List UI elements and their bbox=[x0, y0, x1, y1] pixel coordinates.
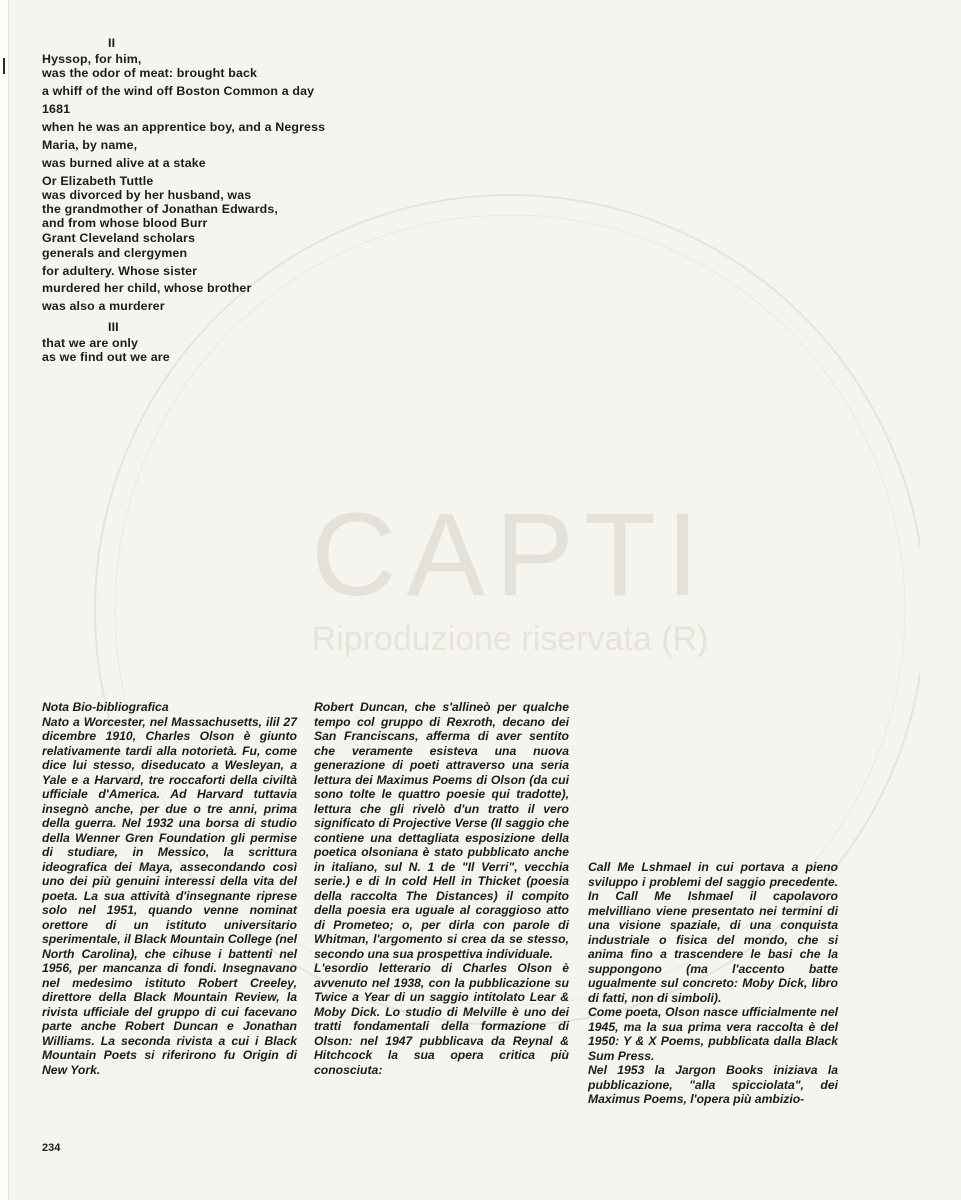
poem-line: was burned alive at a stake bbox=[42, 156, 206, 170]
note-paragraph: Nato a Worcester, nel Massachusetts, ilil 27 dicembre 1910, Charles Olson è giunto relativamente tardi alla notorietà. Fu, come dice lui stesso, diseducato a Wesleyan, a Yale e a Harvard, tre roccaforti della civiltà ufficiale d'America. Ad Harvard tuttavia insegnò anche, per due o tre anni, prima della guerra. Nel 1932 una borsa di studio della Wenner Gren Foundation gli permise di studiare, in Messico, la scrittura ideografica dei Maya, assecondando così uno dei più genuini interessi della vita del poeta. La sua attività d'insegnante riprese solo nel 1951, quando venne nominat orettore di un istituto universitario sperimentale, il Black Mountain College (nel North Carolina), che cihuse i battenti nel 1956, per mancanza di fondi. Insegnavano nel medesimo istituto Robert Creeley, direttore della Black Mountain Review, la rivista ufficiale del gruppo di cui facevano parte anche Robert Duncan e Jonathan Williams. La seconda rivista a cui i Black Mountain Poets si riferirono fu Origin di New York. bbox=[42, 714, 297, 1077]
note-column-3 bbox=[588, 860, 838, 1107]
note-paragraph: Robert Duncan, che s'allineò per qualche tempo col gruppo di Rexroth, decano dei San Franciscans, afferma di aver sentito che veramente esisteva una nuova generazione di poeti attraverso una seria lettura dei Maximus Poems di Olson (da cui sono tolte le quattro poesie qui tradotte), lettura che gli rivelò d'un tratto il vero significato di Projective Verse (Il saggio che contiene una dettagliata esposizione della poetica olsoniana è stato pubblicato anche in italiano, sul N. 1 de "Il Verri", vecchia serie.) e di In cold Hell in Thicket (poesia della raccolta The Distances) il compito della poesia era uguale al coraggioso atto di Prometeo; o, per dirla con parole di Whitman, l'argomento si crea da se stesso, secondo una sua prospettiva individuale. bbox=[314, 700, 569, 961]
poem-line: generals and clergymen bbox=[42, 246, 188, 260]
poem-line: was divorced by her husband, was bbox=[42, 188, 252, 202]
note-heading: Nota Bio-bibliografica bbox=[42, 700, 169, 714]
note-paragraph: Nel 1953 la Jargon Books iniziava la pubblicazione, "alla spicciolata", dei Maximus Poems, l'opera più ambizio- bbox=[588, 1063, 838, 1106]
note-column-1 bbox=[42, 700, 297, 1077]
page-binding-edge bbox=[0, 0, 9, 1200]
poem-line: as we find out we are bbox=[42, 350, 170, 364]
poem-line: when he was an apprentice boy, and a Negress bbox=[42, 120, 326, 134]
poem-line: that we are only bbox=[42, 336, 139, 350]
watermark-subtitle: Riproduzione riservata (R) bbox=[311, 620, 709, 658]
poem-line: murdered her child, whose brother bbox=[42, 281, 252, 295]
poem-line: and from whose blood Burr bbox=[42, 216, 208, 230]
poem-line: for adultery. Whose sister bbox=[42, 264, 198, 278]
poem-line: Hyssop, for him, bbox=[42, 52, 142, 66]
poem-line: was also a murderer bbox=[42, 299, 165, 313]
page-number: 234 bbox=[42, 1142, 61, 1154]
poem-line: Maria, by name, bbox=[42, 138, 138, 152]
note-column-2 bbox=[314, 700, 569, 1077]
note-paragraph: L'esordio letterario di Charles Olson è avvenuto nel 1938, con la pubblicazione su Twice a Year di un saggio intitolato Lear & Moby Dick. Lo studio di Melville è uno dei tratti fondamentali della formazione di Olson: nel 1947 pubblicava da Reynal & Hitchcock la sua opera critica più conosciuta: bbox=[314, 961, 569, 1077]
poem-line: Grant Cleveland scholars bbox=[42, 231, 196, 245]
poem-line: the grandmother of Jonathan Edwards, bbox=[42, 202, 279, 216]
poem-line: Or Elizabeth Tuttle bbox=[42, 174, 154, 188]
watermark-brand: CAPTI bbox=[311, 489, 709, 621]
poem-line: 1681 bbox=[42, 102, 71, 116]
note-paragraph: Call Me Lshmael in cui portava a pieno sviluppo i problemi del saggio precedente. In Call Me Ishmael il capolavoro melvilliano viene presentato nei termini di una visione spaziale, di una conquista industriale o fisica del mondo, che si anima fino a trascendere le basi che la suppongono (ma l'accento batte ugualmente sul concreto: Moby Dick, libro di fatti, non di simboli). bbox=[588, 860, 838, 1005]
margin-mark bbox=[3, 58, 5, 74]
poem-section-numeral: III bbox=[108, 320, 119, 334]
note-paragraph: Come poeta, Olson nasce ufficialmente nel 1945, ma la sua prima vera raccolta è del 1950: Y & X Poems, pubblicata dalla Black Sum Press. bbox=[588, 1005, 838, 1063]
poem-line: was the odor of meat: brought back bbox=[42, 66, 258, 80]
poem-section-numeral: II bbox=[108, 36, 116, 50]
poem-line: a whiff of the wind off Boston Common a day bbox=[42, 84, 315, 98]
